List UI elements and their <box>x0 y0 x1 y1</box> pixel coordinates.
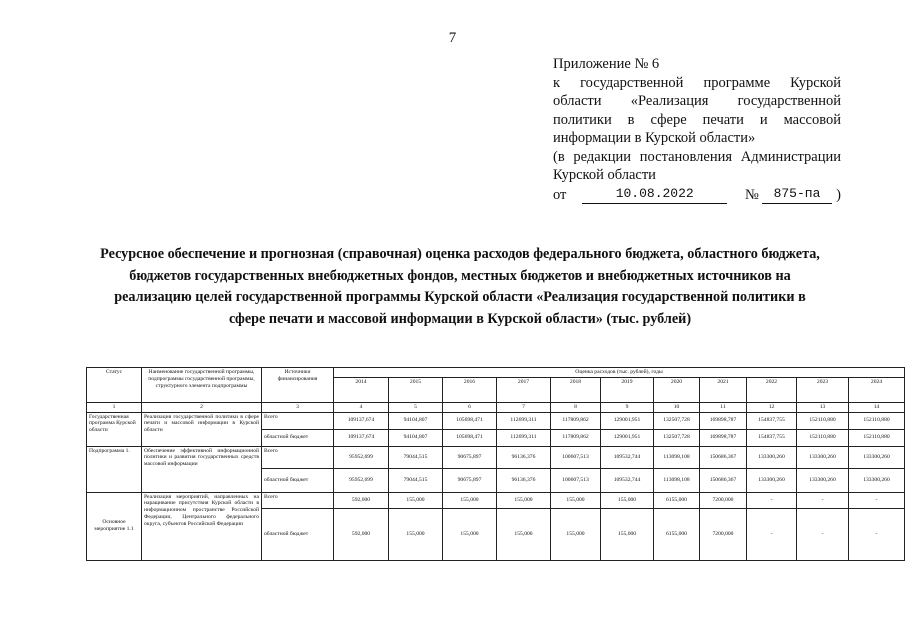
value-cell: 152110,880 <box>797 412 849 429</box>
column-number: 13 <box>797 402 849 412</box>
value-cell: 155,000 <box>601 492 654 508</box>
header-estimate: Оценка расходов (тыс. рублей), годы <box>334 368 905 378</box>
funding-source: Всего <box>262 412 334 429</box>
value-cell: 155,000 <box>443 492 497 508</box>
value-cell: 109532,744 <box>601 468 654 492</box>
page-number: 7 <box>448 30 457 46</box>
funding-source: областной бюджет <box>262 508 334 560</box>
funding-source: Всего <box>262 492 334 508</box>
value-cell: 133300,260 <box>849 446 905 468</box>
year-header: 2016 <box>443 377 497 402</box>
value-cell: 155,000 <box>389 492 443 508</box>
funding-source: областной бюджет <box>262 429 334 446</box>
value-cell: 6155,000 <box>654 508 700 560</box>
value-cell: 113098,108 <box>654 446 700 468</box>
appendix-line: к государственной программе Курской <box>553 74 841 91</box>
value-cell: 152110,880 <box>849 429 905 446</box>
year-header: 2024 <box>849 377 905 402</box>
value-cell: 109532,744 <box>601 446 654 468</box>
column-number: 5 <box>389 402 443 412</box>
value-cell: 129001,951 <box>601 412 654 429</box>
value-cell: 155,000 <box>551 492 601 508</box>
year-header: 2015 <box>389 377 443 402</box>
value-cell: 96136,376 <box>497 446 551 468</box>
column-number: 7 <box>497 402 551 412</box>
appendix-block <box>553 55 841 204</box>
appendix-line: области «Реализация государственной <box>553 93 841 109</box>
value-cell: 117809,862 <box>551 429 601 446</box>
year-header: 2022 <box>747 377 797 402</box>
value-cell: - <box>747 508 797 560</box>
column-number: 4 <box>334 402 389 412</box>
value-cell: 109137,674 <box>334 412 389 429</box>
year-header: 2014 <box>334 377 389 402</box>
value-cell: 117809,862 <box>551 412 601 429</box>
year-header: 2018 <box>551 377 601 402</box>
value-cell: 105698,471 <box>443 412 497 429</box>
row-status: Основное мероприятие 1.1 <box>87 492 142 560</box>
column-number: 14 <box>849 402 905 412</box>
column-number: 8 <box>551 402 601 412</box>
value-cell: 133300,260 <box>849 468 905 492</box>
value-cell: 113098,108 <box>654 468 700 492</box>
table-row <box>87 446 905 468</box>
year-header: 2021 <box>700 377 747 402</box>
value-cell: 152110,880 <box>797 429 849 446</box>
value-cell: - <box>849 492 905 508</box>
value-cell: 94104,807 <box>389 412 443 429</box>
column-number: 9 <box>601 402 654 412</box>
value-cell: 90675,897 <box>443 468 497 492</box>
value-cell: 133300,260 <box>747 468 797 492</box>
value-cell: - <box>747 492 797 508</box>
document-title: Ресурсное обеспечение и прогнозная (справочная) оценка расходов федерального бюджета, областного бюджета, бюджетов государственных внебюджетных фондов, местных бюджетов и внебюджетных источников на реализацию целей государственной программы Курской области «Реализация государственной политики в сфере печати и массовой информации в Курской области» (тыс. рублей) <box>100 246 820 327</box>
resource-table <box>86 367 905 561</box>
column-number: 6 <box>443 402 497 412</box>
value-cell: 155,000 <box>551 508 601 560</box>
column-number: 11 <box>700 402 747 412</box>
value-cell: 169898,787 <box>700 429 747 446</box>
appendix-date-row <box>553 185 841 205</box>
appendix-heading: Приложение № 6 <box>553 56 660 72</box>
column-number: 2 <box>142 402 262 412</box>
appendix-line: политики в сфере печати и массовой <box>553 111 841 128</box>
header-name: Наименование государственной программы, подпрограммы государственной программы, структурного элемента подпрограммы <box>142 368 262 403</box>
value-cell: 112699,311 <box>497 429 551 446</box>
value-cell: 129001,951 <box>601 429 654 446</box>
column-number: 1 <box>87 402 142 412</box>
value-cell: 95952,699 <box>334 446 389 468</box>
row-name: Обеспечение эффективной информационной политики и развития государственных средств массовой информации <box>142 446 262 492</box>
value-cell: 79044,515 <box>389 468 443 492</box>
resolution-number: 875-па <box>762 185 832 205</box>
value-cell: 155,000 <box>443 508 497 560</box>
value-cell: 169898,787 <box>700 412 747 429</box>
row-status: Государственная программа Курской области <box>87 412 142 446</box>
value-cell: 133300,260 <box>797 446 849 468</box>
value-cell: 154837,755 <box>747 412 797 429</box>
value-cell: 79044,515 <box>389 446 443 468</box>
value-cell: 155,000 <box>601 508 654 560</box>
column-number: 3 <box>262 402 334 412</box>
value-cell: 94104,807 <box>389 429 443 446</box>
value-cell: 6155,000 <box>654 492 700 508</box>
appendix-line: (в редакции постановления Администрации <box>553 148 841 165</box>
value-cell: 133300,260 <box>797 468 849 492</box>
value-cell: 132507,728 <box>654 412 700 429</box>
value-cell: 7200,000 <box>700 508 747 560</box>
value-cell: 105698,471 <box>443 429 497 446</box>
table-row <box>87 412 905 429</box>
funding-source: Всего <box>262 446 334 468</box>
value-cell: 592,000 <box>334 492 389 508</box>
year-header: 2017 <box>497 377 551 402</box>
year-header: 2020 <box>654 377 700 402</box>
number-label: № <box>744 186 759 203</box>
from-label: от <box>553 186 567 203</box>
header-status: Статус <box>87 368 142 403</box>
resolution-date: 10.08.2022 <box>582 185 727 205</box>
value-cell: 150686,367 <box>700 468 747 492</box>
value-cell: 154837,755 <box>747 429 797 446</box>
appendix-line: Курской области <box>553 167 656 183</box>
value-cell: 155,000 <box>497 508 551 560</box>
table-row <box>87 492 905 508</box>
value-cell: - <box>797 508 849 560</box>
value-cell: 7200,000 <box>700 492 747 508</box>
value-cell: 100607,513 <box>551 468 601 492</box>
year-header: 2023 <box>797 377 849 402</box>
value-cell: 592,000 <box>334 508 389 560</box>
row-name: Реализация мероприятий, направленных на наращивание присутствия Курской области в информационном пространстве Российской Федерации, Центрального федерального округа, субъектов Российской Федерации <box>142 492 262 560</box>
value-cell: 96136,376 <box>497 468 551 492</box>
value-cell: 133300,260 <box>747 446 797 468</box>
row-name: Реализация государственной политики в сфере печати и массовой информации в Курской области <box>142 412 262 446</box>
value-cell: 112699,311 <box>497 412 551 429</box>
value-cell: 90675,897 <box>443 446 497 468</box>
value-cell: 100607,513 <box>551 446 601 468</box>
value-cell: 109137,674 <box>334 429 389 446</box>
close-paren: ) <box>836 186 841 203</box>
value-cell: 150686,367 <box>700 446 747 468</box>
column-number: 12 <box>747 402 797 412</box>
header-source: Источники финансирования <box>262 368 334 403</box>
value-cell: 152110,880 <box>849 412 905 429</box>
value-cell: - <box>849 508 905 560</box>
value-cell: 155,000 <box>497 492 551 508</box>
column-number: 10 <box>654 402 700 412</box>
value-cell: 155,000 <box>389 508 443 560</box>
value-cell: 132507,728 <box>654 429 700 446</box>
row-status: Подпрограмма 1. <box>87 446 142 492</box>
funding-source: областной бюджет <box>262 468 334 492</box>
value-cell: 95952,699 <box>334 468 389 492</box>
appendix-line: информации в Курской области» <box>553 130 756 146</box>
year-header: 2019 <box>601 377 654 402</box>
value-cell: - <box>797 492 849 508</box>
